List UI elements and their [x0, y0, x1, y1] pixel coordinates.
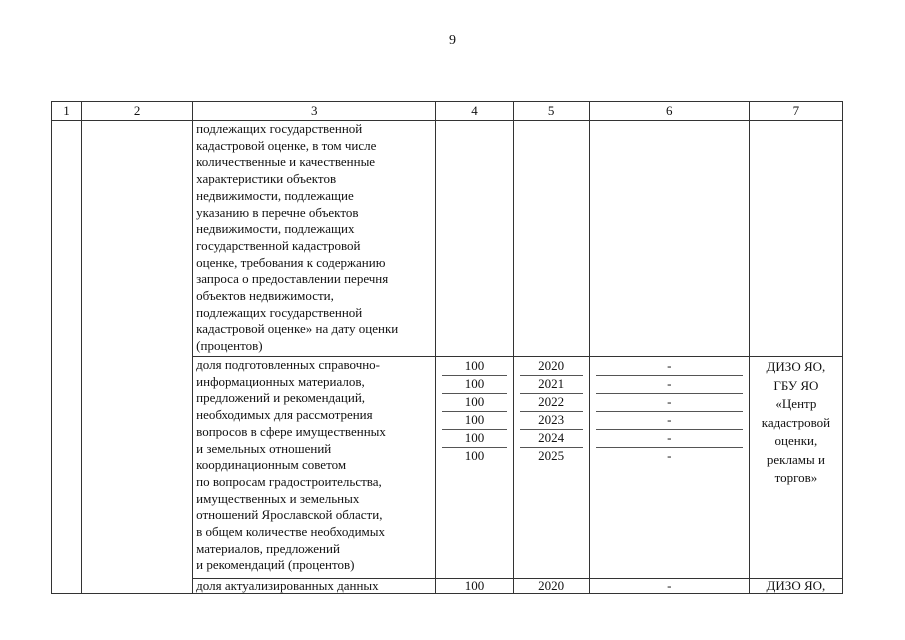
indicator-line: недвижимости, подлежащие [196, 187, 354, 203]
indicator-line: характеристики объектов [196, 171, 337, 187]
cell-col1 [52, 121, 82, 594]
indicator-line: доля подготовленных справочно- [196, 357, 381, 372]
indicator-line: объектов недвижимости, [196, 288, 334, 304]
indicator-line: кадастровой оценке, в том числе [196, 137, 377, 153]
year-entry: 2025 [538, 448, 565, 463]
indicator-line: запроса о предоставлении перечня [196, 271, 389, 287]
header-cell: 4 [436, 102, 513, 121]
year-entry: 2020 [520, 358, 583, 376]
dash-entry: - [596, 358, 743, 376]
indicator-line: информационных материалов, [196, 373, 365, 389]
responsible-line: торгов» [774, 470, 818, 485]
value-entry: 100 [442, 430, 506, 448]
indicator-line: предложений и рекомендаций, [196, 390, 366, 406]
header-cell: 1 [52, 102, 82, 121]
indicator-line: и рекомендаций (процентов) [196, 557, 355, 573]
value-entry: 100 [442, 412, 506, 430]
year-cell: 2020 [513, 579, 589, 594]
indicator-line: государственной кадастровой [196, 237, 361, 253]
dash-entry: - [596, 394, 743, 412]
responsible-cell: ДИЗО ЯО, [749, 579, 842, 594]
indicator-cell: доля актуализированных данных [193, 579, 436, 594]
dash-entry: - [596, 376, 743, 394]
header-cell: 5 [513, 102, 589, 121]
value-cell [436, 121, 513, 357]
col6-cell [589, 357, 749, 579]
responsible-line: оценки, [774, 433, 818, 448]
year-cell [513, 121, 589, 357]
header-cell: 3 [193, 102, 436, 121]
col6-cell: - [589, 579, 749, 594]
value-entry: 100 [442, 358, 506, 376]
header-cell: 7 [749, 102, 842, 121]
responsible-cell [749, 357, 842, 579]
responsible-line: кадастровой [761, 414, 831, 430]
responsible-line: ДИЗО ЯО, [766, 359, 826, 374]
indicator-line: необходимых для рассмотрения [196, 407, 373, 423]
dash-entry: - [596, 430, 743, 448]
header-cell: 2 [82, 102, 193, 121]
dash-entry: - [596, 412, 743, 430]
indicator-line: в общем количестве необходимых [196, 524, 386, 540]
value-cell: 100 [436, 579, 513, 594]
year-entry: 2022 [520, 394, 583, 412]
responsible-line: «Центр [775, 396, 817, 411]
table-row [52, 121, 843, 357]
responsible-line: рекламы и [766, 451, 825, 467]
value-entry: 100 [464, 448, 485, 463]
indicator-line: по вопросам градостроительства, [196, 473, 382, 489]
cell-col2 [82, 121, 193, 594]
responsible-line: ГБУ ЯО [773, 377, 819, 393]
indicator-line: подлежащих государственной [196, 121, 363, 136]
indicator-line: (процентов) [196, 338, 263, 354]
indicator-line: подлежащих государственной [196, 304, 363, 320]
dash-entry: - [667, 448, 672, 463]
indicator-line: отношений Ярославской области, [196, 507, 383, 523]
col6-cell [589, 121, 749, 357]
indicator-line: имущественных и земельных [196, 490, 360, 506]
year-entry: 2021 [520, 376, 583, 394]
indicator-line: указанию в перечне объектов [196, 204, 359, 220]
indicator-cell [193, 121, 436, 357]
value-cell [436, 357, 513, 579]
indicator-line: и земельных отношений [196, 440, 332, 456]
indicator-line: оценке, требования к содержанию [196, 254, 386, 270]
indicator-line: вопросов в сфере имущественных [196, 423, 386, 439]
table-header-row [52, 102, 843, 121]
indicator-line: кадастровой оценке» на дату оценки [196, 321, 399, 337]
header-cell: 6 [589, 102, 749, 121]
indicator-line: количественные и качественные [196, 154, 376, 170]
year-cell [513, 357, 589, 579]
indicator-line: недвижимости, подлежащих [196, 221, 355, 237]
indicator-line: координационным советом [196, 457, 347, 473]
indicator-table [51, 101, 843, 594]
indicator-cell [193, 357, 436, 579]
value-entry: 100 [442, 376, 506, 394]
year-entry: 2023 [520, 412, 583, 430]
year-entry: 2024 [520, 430, 583, 448]
responsible-cell [749, 121, 842, 357]
value-entry: 100 [442, 394, 506, 412]
page-number: 9 [449, 33, 456, 48]
indicator-line: материалов, предложений [196, 540, 340, 556]
